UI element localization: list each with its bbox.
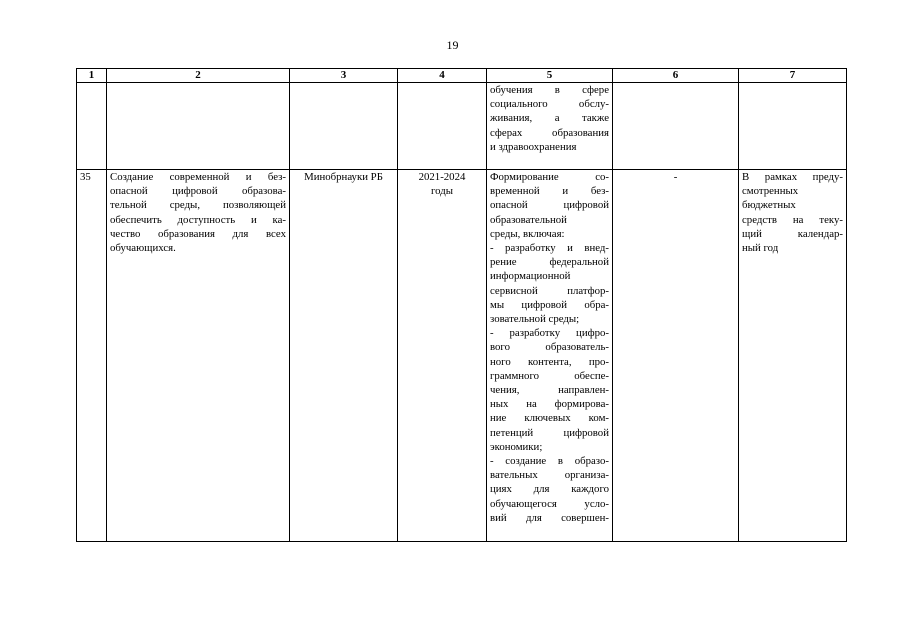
page-number: 19 bbox=[446, 38, 459, 52]
text-line: В рамках преду- bbox=[742, 171, 843, 183]
text-line: опасной цифровой bbox=[490, 199, 609, 212]
text-line: ние ключевых ком- bbox=[490, 412, 609, 425]
text-line: ный год bbox=[742, 242, 779, 255]
cell-result bbox=[487, 170, 613, 542]
col-header-3: 3 bbox=[290, 69, 398, 83]
cell-note bbox=[739, 170, 847, 542]
text-line: вий для совершен- bbox=[490, 511, 609, 524]
text-line: средств на теку- bbox=[742, 213, 843, 226]
text-line: обучения в сфере bbox=[490, 84, 609, 96]
text-line: вого образователь- bbox=[490, 341, 609, 354]
text-line: щий календар- bbox=[742, 227, 843, 240]
text-line: обучающихся. bbox=[110, 242, 176, 255]
table-row-continuation bbox=[77, 83, 847, 170]
text-line: зовательной среды; bbox=[490, 313, 580, 326]
header-row bbox=[77, 69, 847, 83]
cell-executor bbox=[290, 83, 398, 170]
text-line: рение федеральной bbox=[490, 256, 609, 269]
cell-num bbox=[77, 83, 107, 170]
col-header-7: 7 bbox=[739, 69, 847, 83]
text-line: - разработку цифро- bbox=[490, 327, 609, 340]
text-line: Создание современной и без- bbox=[110, 171, 286, 183]
text-line: обучающегося усло- bbox=[490, 497, 609, 510]
col-header-2: 2 bbox=[107, 69, 290, 83]
text-line: циях для каждого bbox=[490, 483, 609, 496]
cell-num: 35 bbox=[77, 170, 107, 542]
cell-funding bbox=[613, 83, 739, 170]
text-line: временной и без- bbox=[490, 185, 609, 198]
cell-measure bbox=[107, 170, 290, 542]
cell-period bbox=[398, 83, 487, 170]
col-header-4: 4 bbox=[398, 69, 487, 83]
text-line: чество образования для всех bbox=[110, 227, 286, 240]
text-line: Формирование со- bbox=[490, 171, 609, 183]
text-line: среды, включая: bbox=[490, 227, 565, 240]
text-line: живания, а также bbox=[490, 112, 609, 125]
text-line: сервисной платфор- bbox=[490, 284, 609, 297]
text-line: годы bbox=[431, 185, 453, 198]
col-header-1: 1 bbox=[77, 69, 107, 83]
text-line: сферах образования bbox=[490, 126, 609, 139]
col-header-6: 6 bbox=[613, 69, 739, 83]
text-line: тельной среды, позволяющей bbox=[110, 199, 286, 212]
text-line: экономики; bbox=[490, 440, 543, 453]
text-line: образовательной bbox=[490, 213, 567, 226]
text-line: опасной цифровой образова- bbox=[110, 185, 286, 198]
text-line: ного контента, про- bbox=[490, 355, 609, 368]
text-line: бюджетных bbox=[742, 199, 796, 212]
text-line: петенций цифровой bbox=[490, 426, 609, 439]
text-line: - создание в образо- bbox=[490, 455, 609, 468]
text-line: - разработку и внед- bbox=[490, 242, 609, 255]
text-line: социального обслу- bbox=[490, 98, 609, 111]
cell-note bbox=[739, 83, 847, 170]
text-line: информационной bbox=[490, 270, 571, 283]
cell-measure bbox=[107, 83, 290, 170]
text-line: ных на формирова- bbox=[490, 398, 609, 411]
measures-table bbox=[76, 68, 847, 542]
text-line: смотренных bbox=[742, 185, 799, 198]
text-line: чения, направлен- bbox=[490, 384, 609, 397]
text-line: граммного обеспе- bbox=[490, 369, 609, 382]
text-line: вательных организа- bbox=[490, 469, 609, 482]
cell-funding: - bbox=[613, 170, 739, 542]
text-line: 2021-2024 bbox=[418, 171, 466, 183]
text-line: и здравоохранения bbox=[490, 140, 577, 153]
cell-executor: Минобрнауки РБ bbox=[290, 170, 398, 542]
text-line: обеспечить доступность и ка- bbox=[110, 213, 286, 226]
col-header-5: 5 bbox=[487, 69, 613, 83]
cell-result bbox=[487, 83, 613, 170]
table-row-35 bbox=[77, 170, 847, 542]
cell-period bbox=[398, 170, 487, 542]
text-line: мы цифровой обра- bbox=[490, 298, 609, 311]
